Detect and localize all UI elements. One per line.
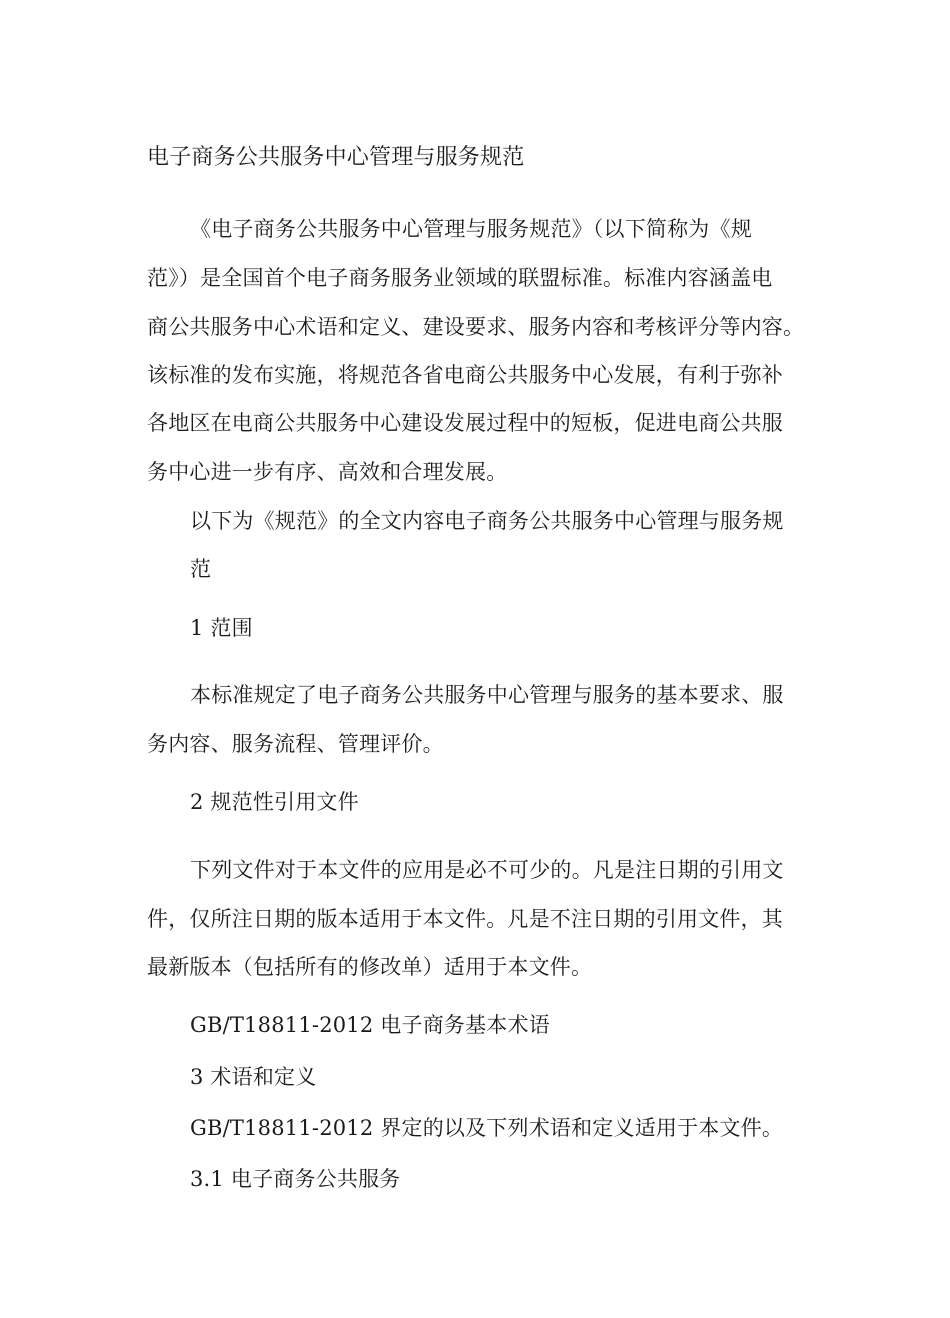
section2-line: 件，仅所注日期的版本适用于本文件。凡是不注日期的引用文件，其	[147, 907, 783, 931]
fulltext-line: 范	[190, 557, 212, 581]
section3-text: GB/T18811-2012 界定的以及下列术语和定义适用于本文件。	[190, 1116, 784, 1140]
reference-item: GB/T18811-2012 电子商务基本术语	[190, 1013, 550, 1037]
intro-line: 范》）是全国首个电子商务服务业领域的联盟标准。标准内容涵盖电	[147, 266, 773, 290]
subsection-heading: 3.1 电子商务公共服务	[190, 1167, 401, 1191]
intro-line: 《电子商务公共服务中心管理与服务规范》（以下简称为《规	[190, 217, 752, 241]
intro-line: 各地区在电商公共服务中心建设发展过程中的短板，促进电商公共服	[147, 411, 783, 435]
section-heading: 3 术语和定义	[190, 1065, 317, 1089]
section-heading: 1 范围	[190, 616, 253, 640]
section1-line: 务内容、服务流程、管理评价。	[147, 732, 444, 756]
section-heading: 2 规范性引用文件	[190, 790, 359, 814]
intro-line: 商公共服务中心术语和定义、建设要求、服务内容和考核评分等内容。	[147, 315, 805, 339]
section1-line: 本标准规定了电子商务公共服务中心管理与服务的基本要求、服	[190, 683, 784, 707]
document-title: 电子商务公共服务中心管理与服务规范	[147, 145, 525, 170]
section2-line: 最新版本（包括所有的修改单）适用于本文件。	[147, 955, 593, 979]
section2-line: 下列文件对于本文件的应用是必不可少的。凡是注日期的引用文	[190, 858, 784, 882]
intro-line: 该标准的发布实施，将规范各省电商公共服务中心发展，有利于弥补	[147, 363, 783, 387]
intro-line: 务中心进一步有序、高效和合理发展。	[147, 460, 508, 484]
fulltext-line: 以下为《规范》的全文内容电子商务公共服务中心管理与服务规	[190, 509, 784, 533]
